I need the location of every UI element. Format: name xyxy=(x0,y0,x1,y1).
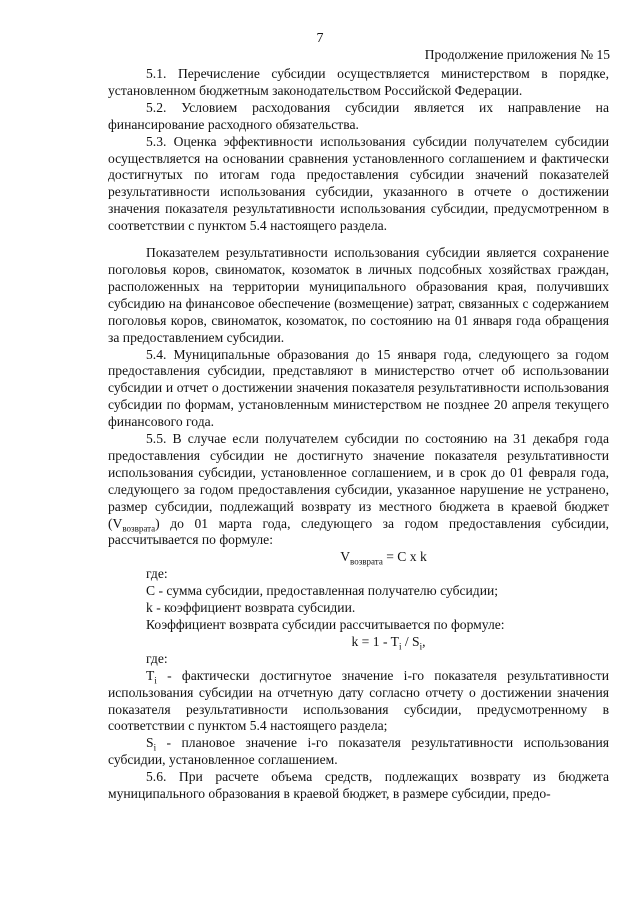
definition-s xyxy=(108,735,609,769)
paragraph-5-3: 5.3. Оценка эффективности использования субсидии получателем субсидии осуществляется на основании сравнения установленного соглашением и фактически достигнутых по итогам года предоставления субсидии значений показателей результативности использования субсидии, указанного в отчете о достижении значения показателя результативности использования субсидии, предусмотренном в соответствии с пунктом 5.4 настоящего раздела. xyxy=(108,133,609,234)
paragraph-5-2: 5.2. Условием расходования субсидии является их направление на финансирование расходного обязательства. xyxy=(108,99,609,132)
formula-rest: = C x k xyxy=(382,549,427,565)
definition-c: C - сумма субсидии, предоставленная получателю субсидии; xyxy=(146,583,499,599)
formula-s-subscript: i xyxy=(419,641,423,652)
formula-k-part-a: k = 1 - T xyxy=(351,633,399,649)
document-body xyxy=(108,66,609,803)
formula-k-part-c: , xyxy=(422,633,426,649)
formula-v-subscript: возврата xyxy=(350,557,383,568)
paragraph-5-5-end: ) до 01 марта года, следующего за годом предоставления субсидии, рассчитывается по формуле: xyxy=(108,515,609,548)
definition-s-text: - плановое значение i-го показателя результативности использования субсидии, установленное соглашением. xyxy=(108,735,609,768)
where-label-1: где: xyxy=(146,566,168,582)
paragraph-5-5 xyxy=(108,431,609,549)
paragraph-indicator: Показателем результативности использования субсидии является сохранение поголовья коров, свиноматок, козоматок в личных подсобных хозяйствах граждан, расположенных на территории муниципального образования края, получивших субсидию на финансовое обеспечение (возмещение) затрат, связанных с содержанием поголовья коров, свиноматок, козоматок, по состоянию на 01 января года обращения за предоставлением субсидии. xyxy=(108,245,609,345)
subscript-vozvrata: возврата xyxy=(122,523,156,534)
page-number: 7 xyxy=(316,31,324,46)
paragraph-5-4: 5.4. Муниципальные образования до 15 января года, следующего за годом предоставления субсидии, представляют в министерство отчет об использовании субсидии и отчет о достижении значения показателя результативности использования субсидии по формам, установленным министерством не позднее 20 апреля текущего финансового года. xyxy=(108,346,609,430)
formula-k-part-b: / S xyxy=(401,633,420,649)
formula-return-amount xyxy=(108,549,609,566)
definition-t xyxy=(108,668,609,736)
paragraph-5-6: 5.6. При расчете объема средств, подлежащих возврату из бюджета муниципального образования в краевой бюджет, в размере субсидии, предо- xyxy=(108,769,609,802)
definition-t-letter: T xyxy=(146,667,155,683)
appendix-continuation-label: Продолжение приложения № 15 xyxy=(424,47,610,62)
coefficient-intro: Коэффициент возврата субсидии рассчитывается по формуле: xyxy=(146,617,505,632)
definition-t-subscript: i xyxy=(154,675,157,686)
definition-s-subscript: i xyxy=(153,743,157,754)
definition-s-letter: S xyxy=(146,735,154,751)
definition-t-text: - фактически достигнутое значение i-го показателя результативности использования субсидии на отчетную дату согласно отчету о достижении значения показателя результативности использования субсидии, предусмотренному в соответствии с пунктом 5.4 настоящего раздела; xyxy=(108,667,609,734)
paragraph-5-1: 5.1. Перечисление субсидии осуществляется министерством в порядке, установленном бюджетным законодательством Российской Федерации. xyxy=(108,66,609,98)
formula-coefficient xyxy=(108,634,609,651)
formula-t-subscript: i xyxy=(398,641,402,652)
paragraph-5-5-start: 5.5. В случае если получателем субсидии по состоянию на 31 декабря года предоставления субсидии не достигнуто значение показателя результативности использования субсидии, установленное соглашением, и в срок до 01 февраля года, следующего за годом предоставления субсидии, указанное нарушение не устранено, размер субсидии, подлежащий возврату из местного бюджета в краевой бюджет (V xyxy=(108,431,609,531)
formula-v: V xyxy=(340,549,351,565)
definition-k: k - коэффициент возврата субсидии. xyxy=(146,600,356,616)
where-label-2: где: xyxy=(146,650,168,666)
